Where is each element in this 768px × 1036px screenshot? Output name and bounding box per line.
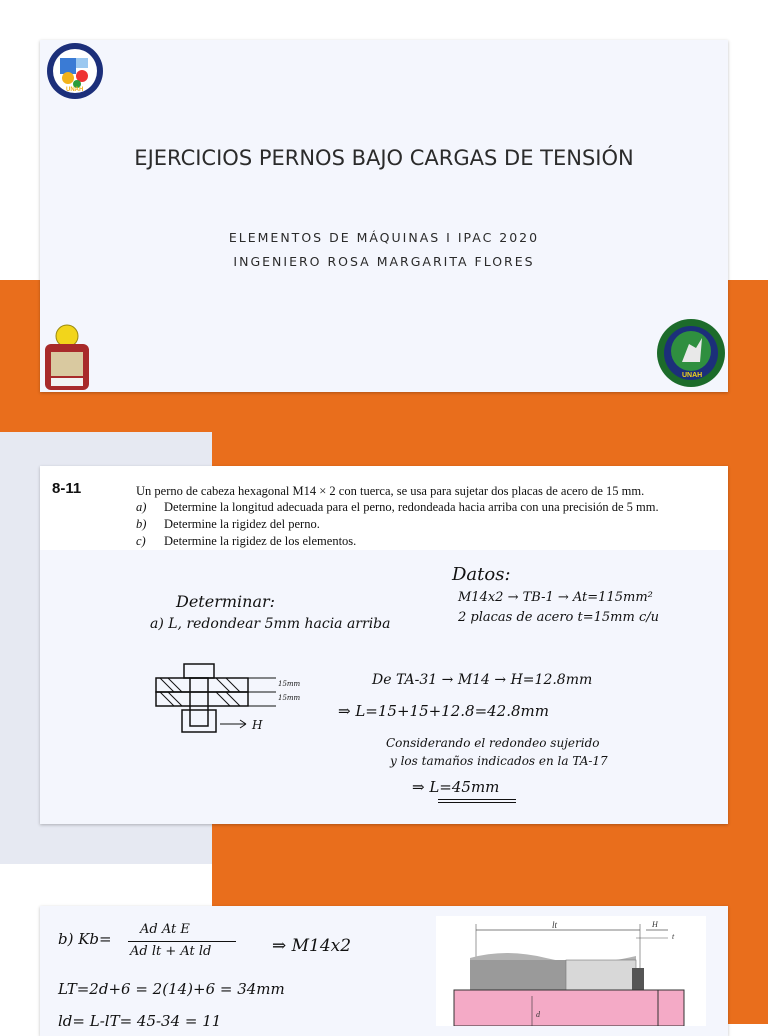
logo-top-left — [46, 42, 104, 100]
result-value: ⇒ L=45mm — [412, 778, 500, 796]
formula-numerator: Ad At E — [140, 922, 190, 937]
item-a-text: Determine la longitud adecuada para el perno, redondeada hacia arriba con una precisión de 5 mm. — [164, 500, 659, 514]
calc-line1: De TA-31 → M14 → H=12.8mm — [372, 672, 593, 688]
fig-dim-t: t — [672, 932, 675, 941]
calc-line2: ⇒ L=15+15+12.8=42.8mm — [338, 702, 549, 720]
slide-subtitle-line1: ELEMENTOS DE MÁQUINAS I IPAC 2020 — [228, 230, 540, 245]
slide-subtitle-line2: INGENIERO ROSA MARGARITA FLORES — [233, 254, 535, 269]
title-slide — [40, 40, 728, 392]
note-line1: Considerando el redondeo sujerido — [386, 736, 600, 750]
problem-number: 8-11 — [52, 480, 82, 497]
fig-dim-d: d — [536, 1010, 540, 1019]
ld-line: ld= L-lT= 45-34 = 11 — [58, 1012, 222, 1030]
formula-denominator: Ad lt + At ld — [130, 944, 212, 959]
formula-label: b) Kb= — [58, 930, 112, 948]
dim-h-label: H — [252, 718, 263, 732]
problem-statement: Un perno de cabeza hexagonal M14 × 2 con tuerca, se usa para sujetar dos placas de acero de 15 mm. — [136, 484, 645, 498]
fig-dim-h: H — [652, 920, 658, 929]
problem-header — [40, 466, 728, 550]
item-b-letter: b) — [136, 517, 147, 531]
dim-top-label: 15mm — [278, 680, 301, 688]
determinar-title: Determinar: — [176, 592, 276, 611]
result-underline — [438, 799, 516, 803]
item-a-letter: a) — [136, 500, 147, 514]
formula-fraction-bar — [128, 941, 236, 942]
logo-bottom-right-text: UNAH — [682, 372, 703, 379]
bolt-figure — [436, 916, 706, 1026]
lt-line: LT=2d+6 = 2(14)+6 = 34mm — [58, 980, 285, 998]
datos-title: Datos: — [452, 564, 511, 585]
logo-top-left-text: UNAH — [66, 87, 84, 93]
dim-bottom-label: 15mm — [278, 694, 301, 702]
fig-dim-lt: lt — [552, 920, 558, 930]
rigidity-slide — [40, 906, 728, 1036]
logo-bottom-right — [656, 318, 726, 388]
item-c-text: Determine la rigidez de los elementos. — [164, 534, 357, 548]
logo-bottom-left — [42, 322, 92, 394]
datos-line2: 2 placas de acero t=15mm c/u — [458, 610, 659, 625]
formula-note: ⇒ M14x2 — [272, 936, 352, 956]
bolt-sketch — [152, 658, 301, 740]
item-c-letter: c) — [136, 534, 146, 548]
slide-title: EJERCICIOS PERNOS BAJO CARGAS DE TENSIÓN — [134, 146, 634, 170]
determinar-a: a) L, redondear 5mm hacia arriba — [150, 616, 391, 632]
exercise-slide — [40, 466, 728, 824]
note-line2: y los tamaños indicados en la TA-17 — [390, 754, 608, 768]
item-b-text: Determine la rigidez del perno. — [164, 517, 320, 531]
datos-line1: M14x2 → TB-1 → At=115mm² — [458, 590, 653, 605]
